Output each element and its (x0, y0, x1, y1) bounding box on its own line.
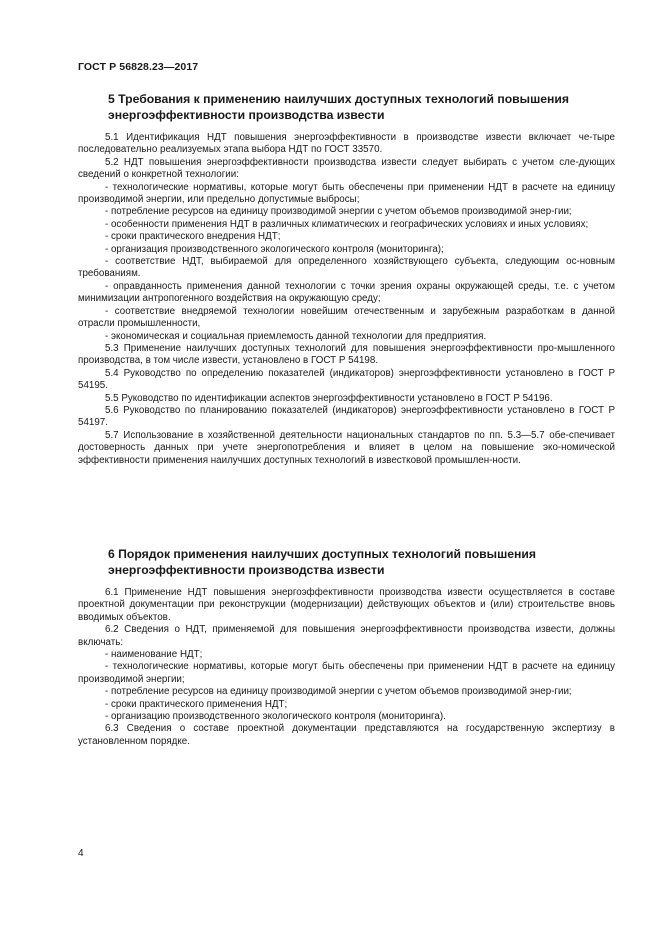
list-item: - потребление ресурсов на единицу производимой энергии с учетом объемов производимой энер-гии; (105, 686, 572, 698)
list-item: - организацию производственного экологического контроля (мониторинга). (105, 711, 446, 723)
list-item: - технологические нормативы, которые могут быть обеспечены при применении НДТ в расчете на единицу производимой энергии, или предельно допустимые выбросы; (78, 181, 615, 206)
section-5-body (78, 132, 615, 467)
list-item: - особенности применения НДТ в различных климатических и географических условиях и иных условиях; (105, 218, 589, 230)
page-number: 4 (78, 848, 84, 859)
paragraph: 5.6 Руководство по планированию показателей (индикаторов) энергоэффективности установлено в ГОСТ Р 54197. (78, 404, 615, 429)
document-header: ГОСТ Р 56828.23—2017 (78, 61, 199, 73)
section-5 (78, 92, 615, 467)
paragraph: 5.3 Применение наилучших доступных технологий для повышения энергоэффективности про-мышленного производства, в том числе извести, установлено в ГОСТ Р 54198. (78, 342, 615, 367)
section-6 (78, 547, 615, 748)
paragraph: 5.5 Руководство по идентификации аспектов энергоэффективности установлено в ГОСТ Р 54196. (105, 392, 553, 404)
list-item: - экономическая и социальная приемлемость данной технологии для предприятия. (105, 330, 487, 342)
list-item: - организация производственного экологического контроля (мониторинга); (105, 243, 444, 255)
section-5-title: 5 Требования к применению наилучших доступных технологий повышения энергоэффективности производства извести (108, 92, 569, 122)
paragraph: 5.4 Руководство по определению показателей (индикаторов) энергоэффективности установлено в ГОСТ Р 54195. (78, 367, 615, 392)
list-item: - сроки практического внедрения НДТ; (105, 231, 281, 243)
paragraph: 6.3 Сведения о составе проектной документации представляются на государственную экспертизу в установленном порядке. (78, 723, 615, 747)
paragraph: 5.1 Идентификация НДТ повышения энергоэффективности в производстве извести включает че-тыре последовательно реализуемых этапа выбора НДТ по ГОСТ 33570. (78, 132, 615, 156)
section-6-body (78, 587, 615, 748)
list-item: - наименование НДТ; (105, 649, 203, 661)
list-item: - соответствие внедряемой технологии новейшим отечественным и зарубежным разработкам в данной отрасли промышленности, (78, 305, 615, 330)
paragraph: 6.1 Применение НДТ повышения энергоэффективности производства извести осуществляется в составе проектной документации при реконструкции (модернизации) действующих объектов и (или) строительстве вновь вводимых объектов. (78, 587, 615, 623)
list-item: - потребление ресурсов на единицу производимой энергии с учетом объемов производимой энер-гии; (105, 206, 572, 218)
paragraph: 5.2 НДТ повышения энергоэффективности производства извести следует выбирать с учетом сле-дующих сведений о конкретной технологии: (78, 156, 615, 181)
list-item: - сроки практического применения НДТ; (105, 698, 288, 710)
list-item: - соответствие НДТ, выбираемой для определенного хозяйствующего субъекта, следующим ос-новным требованиям. (78, 256, 615, 280)
section-6-title: 6 Порядок применения наилучших доступных технологий повышения энергоэффективности производства извести (108, 547, 536, 577)
paragraph: 5.7 Использование в хозяйственной деятельности национальных стандартов по пп. 5.3—5.7 обе-спечивает достоверность данных при учете энергопотребления и влияет в целом на повышение эко-номической эффективности применения наилучших доступных технологий в известковой промышлен-ности. (78, 429, 615, 466)
list-item: - технологические нормативы, которые могут быть обеспечены при применении НДТ в расчете на единицу производимой энергии; (78, 661, 615, 685)
paragraph: 6.2 Сведения о НДТ, применяемой для повышения энергоэффективности производства извести, должны включать: (78, 624, 615, 648)
list-item: - оправданность применения данной технологии с точки зрения охраны окружающей среды, т.е. с учетом минимизации антропогенного воздействия на окружающую среду; (78, 280, 615, 305)
